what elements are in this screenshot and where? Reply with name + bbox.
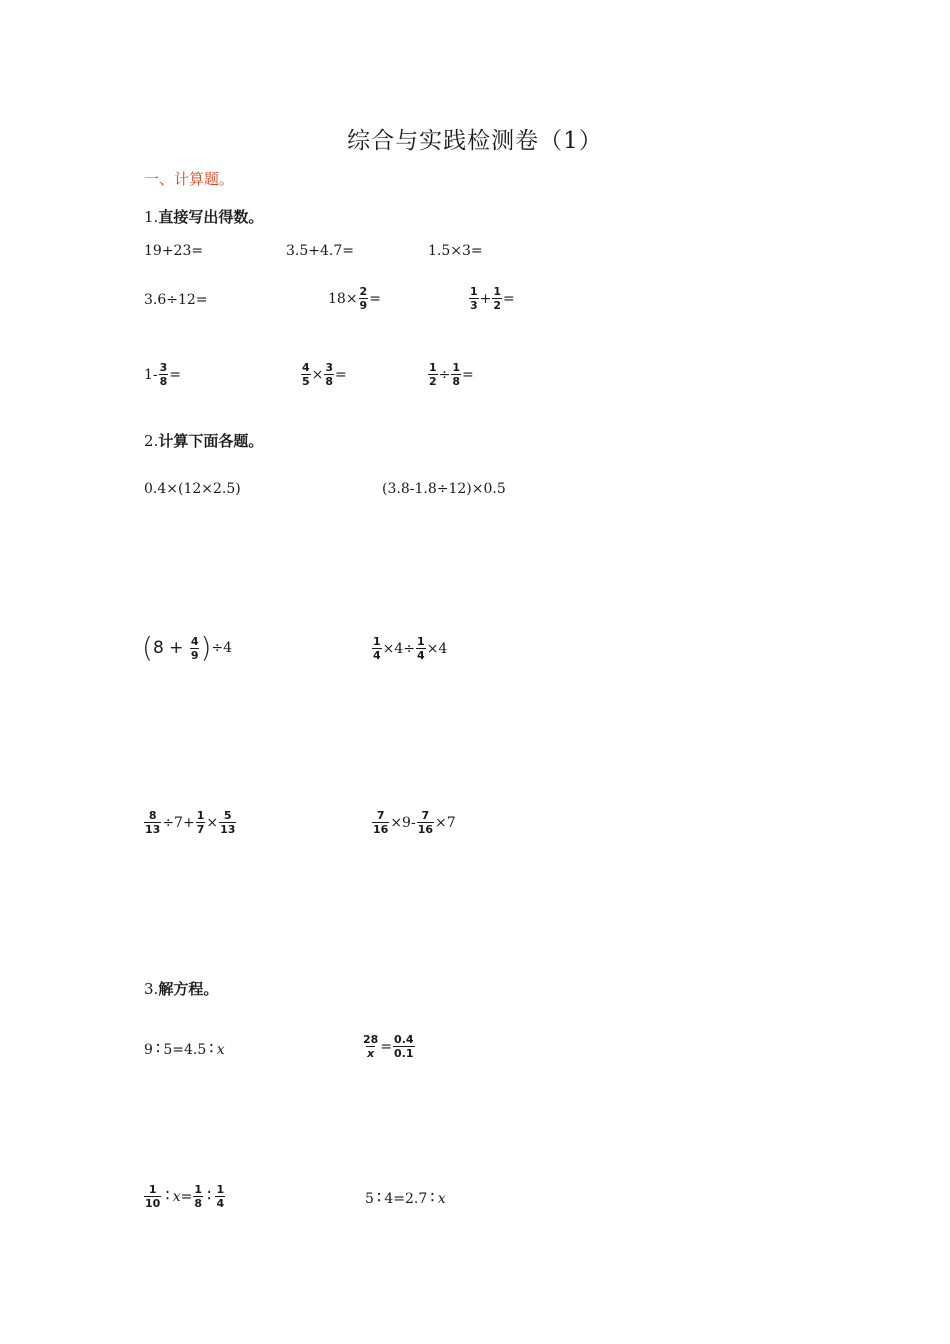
section-heading-calculation: 一、计算题。 xyxy=(144,170,235,188)
ratio-colon: ∶ xyxy=(155,1039,161,1059)
fraction xyxy=(359,286,369,311)
q3-equation-4 xyxy=(365,1190,446,1207)
q3-equation-3 xyxy=(143,1184,226,1209)
equals-sign: = xyxy=(180,1188,193,1205)
fraction xyxy=(372,810,389,835)
term: 4=2.7 xyxy=(384,1190,428,1207)
q1-item-8 xyxy=(300,362,347,387)
q1-item-2: 3.5+4.7= xyxy=(286,243,354,259)
numerator: 1 xyxy=(452,361,461,374)
fraction xyxy=(215,1184,225,1209)
denominator: 2 xyxy=(493,299,502,312)
question-3-title: 解方程。 xyxy=(158,980,219,998)
fraction xyxy=(219,810,236,835)
fraction xyxy=(196,810,206,835)
numerator: 1 xyxy=(194,1183,203,1196)
denominator: 4 xyxy=(373,649,381,662)
denominator: 13 xyxy=(145,823,161,836)
numerator: 1 xyxy=(148,1183,157,1196)
denominator: 10 xyxy=(145,1197,161,1210)
term: ÷4 xyxy=(211,640,233,656)
term: ×4 xyxy=(426,640,448,657)
fraction xyxy=(492,286,502,311)
fraction xyxy=(144,810,161,835)
ratio-colon: ∶ xyxy=(165,1186,170,1206)
ratio-colon: ∶ xyxy=(207,1186,212,1206)
numerator: 28 xyxy=(363,1033,379,1046)
fraction xyxy=(362,1034,379,1059)
numerator: 1 xyxy=(470,285,478,298)
q2-expression-4 xyxy=(371,636,447,661)
denominator: 7 xyxy=(196,823,205,836)
term: ×9- xyxy=(390,814,416,831)
denominator: 5 xyxy=(302,375,310,388)
numerator: 7 xyxy=(421,809,430,822)
page-title: 综合与实践检测卷（1） xyxy=(347,128,603,154)
denominator: 2 xyxy=(429,375,437,388)
fraction xyxy=(416,636,426,661)
q1-item-7-prefix: 1- xyxy=(144,366,158,383)
denominator: 8 xyxy=(452,375,461,388)
q2-expression-1: 0.4×(12×2.5) xyxy=(144,481,241,497)
term: 8 + xyxy=(152,637,189,658)
question-2-heading xyxy=(144,430,263,451)
denominator: 8 xyxy=(159,375,168,388)
fraction xyxy=(428,362,438,387)
denominator: 8 xyxy=(325,375,334,388)
question-1-heading xyxy=(144,206,263,227)
right-paren: ) xyxy=(200,631,212,664)
q3-equation-1 xyxy=(144,1041,225,1058)
term: ×7 xyxy=(435,814,456,831)
equals-sign: = xyxy=(462,366,474,383)
term: × xyxy=(206,814,219,831)
term: 5=4.5 xyxy=(163,1041,207,1058)
numerator: 0.4 xyxy=(394,1033,414,1046)
fraction xyxy=(417,810,434,835)
operator: + xyxy=(479,290,492,307)
denominator: 4 xyxy=(417,649,425,662)
question-3-heading xyxy=(144,978,218,999)
fraction xyxy=(301,362,311,387)
term: 5 xyxy=(365,1190,374,1207)
ratio-colon: ∶ xyxy=(209,1039,214,1059)
term: ÷7+ xyxy=(162,814,195,831)
denominator: x xyxy=(367,1047,375,1060)
fraction xyxy=(159,362,169,387)
question-2-title: 计算下面各题。 xyxy=(158,432,264,450)
q2-expression-3 xyxy=(142,631,233,664)
equals-sign: = xyxy=(169,366,182,383)
operator: ÷ xyxy=(438,366,451,383)
ratio-colon: ∶ xyxy=(376,1188,382,1208)
q1-item-5 xyxy=(328,286,381,311)
numerator: 4 xyxy=(302,361,310,374)
question-3-number: 3. xyxy=(144,980,159,998)
denominator: 13 xyxy=(220,823,236,836)
numerator: 1 xyxy=(429,361,437,374)
q1-item-3: 1.5×3= xyxy=(428,243,483,259)
q2-expression-5 xyxy=(143,810,237,835)
fraction xyxy=(451,362,461,387)
denominator: 9 xyxy=(190,648,199,662)
numerator: 5 xyxy=(223,809,232,822)
equals-sign: = xyxy=(503,290,515,307)
numerator: 7 xyxy=(376,809,385,822)
q1-item-7 xyxy=(144,362,181,387)
left-paren: ( xyxy=(142,631,153,664)
q2-expression-2: (3.8-1.8÷12)×0.5 xyxy=(382,481,506,497)
term: 9 xyxy=(144,1041,153,1058)
question-1-number: 1. xyxy=(144,208,159,226)
numerator: 3 xyxy=(159,361,168,374)
denominator: 16 xyxy=(417,823,433,836)
equals-sign: = xyxy=(335,366,347,383)
denominator: 0.1 xyxy=(394,1047,414,1060)
q3-equation-2 xyxy=(361,1034,416,1059)
denominator: 3 xyxy=(470,299,478,312)
q2-expression-6 xyxy=(371,810,456,835)
numerator: 1 xyxy=(417,635,425,648)
term: ×4÷ xyxy=(382,640,416,657)
fraction xyxy=(144,1184,161,1209)
variable-x: x xyxy=(216,1041,225,1058)
fraction xyxy=(190,636,200,661)
question-2-number: 2. xyxy=(144,432,159,450)
ratio-colon: ∶ xyxy=(430,1188,435,1208)
operator: × xyxy=(311,366,324,383)
variable-x: x xyxy=(172,1188,181,1205)
fraction xyxy=(193,1184,203,1209)
numerator: 2 xyxy=(359,285,368,298)
denominator: 8 xyxy=(194,1197,203,1210)
denominator: 16 xyxy=(373,823,389,836)
q1-item-6 xyxy=(468,286,515,311)
q1-item-9 xyxy=(427,362,474,387)
denominator: 4 xyxy=(216,1197,225,1210)
fraction xyxy=(469,286,479,311)
fraction xyxy=(393,1034,415,1059)
q1-item-4: 3.6÷12= xyxy=(144,292,208,308)
numerator: 8 xyxy=(148,809,157,822)
equals-sign: = xyxy=(380,1038,393,1055)
numerator: 1 xyxy=(373,635,381,648)
numerator: 3 xyxy=(325,361,334,374)
numerator: 1 xyxy=(493,285,502,298)
equals-sign: = xyxy=(369,290,381,307)
q1-item-5-prefix: 18× xyxy=(328,290,358,307)
variable-x: x xyxy=(437,1190,446,1207)
fraction xyxy=(372,636,382,661)
numerator: 1 xyxy=(216,1183,225,1196)
numerator: 4 xyxy=(190,634,199,648)
question-1-title: 直接写出得数。 xyxy=(158,208,264,226)
fraction xyxy=(324,362,334,387)
denominator: 9 xyxy=(359,299,368,312)
numerator: 1 xyxy=(196,809,205,822)
q1-item-1: 19+23= xyxy=(144,243,204,259)
